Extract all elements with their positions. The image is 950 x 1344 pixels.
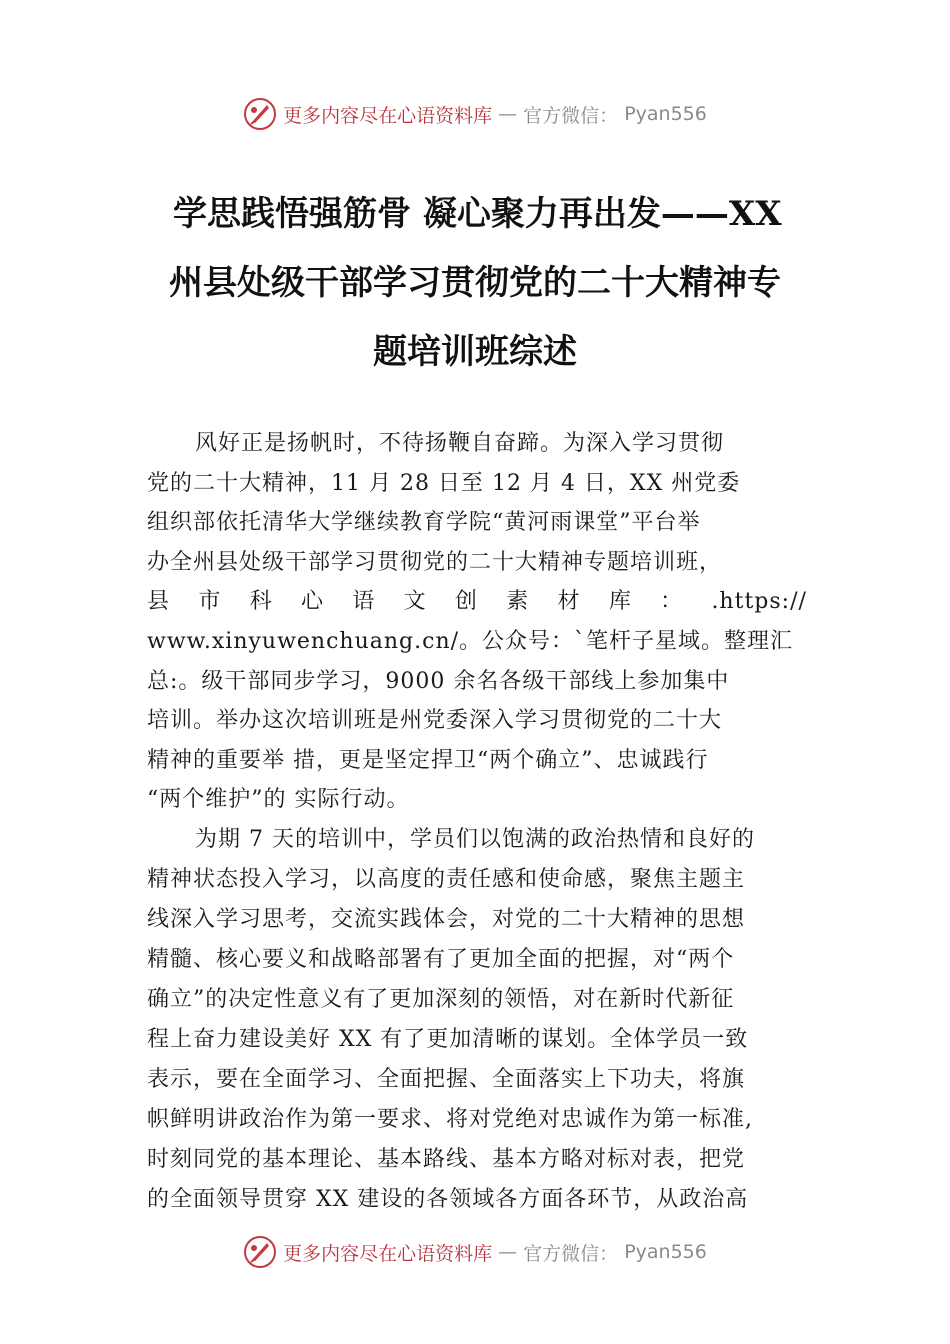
- spread-char: 素: [506, 589, 530, 615]
- watermark-main-text: 更多内容尽在心语资料库: [283, 104, 493, 127]
- watermark-wechat-label: 官方微信：: [523, 104, 619, 127]
- title-line-1: 学思践悟强筋骨 凝心聚力再出发——XX: [173, 194, 782, 234]
- paragraph-line: www.xinyuwenchuang.cn/。公众号：`笔杆子星域。整理汇: [147, 628, 794, 654]
- paragraph-2: [147, 820, 807, 1220]
- spread-char: 创: [454, 589, 478, 615]
- header-watermark: [0, 94, 950, 134]
- paragraph-line: 总:。级干部同步学习，9000 余名各级干部线上参加集中: [147, 668, 730, 694]
- spread-char: 材: [557, 589, 581, 615]
- paragraph-line: 表示，要在全面学习、全面把握、全面落实上下功夫，将旗: [147, 1066, 746, 1092]
- paragraph-line: 党的二十大精神，11 月 28 日至 12 月 4 日，XX 州党委: [147, 470, 741, 496]
- quill-pen-logo-icon: [243, 1235, 277, 1269]
- spread-char: 市: [198, 589, 222, 615]
- watermark-main-text: 更多内容尽在心语资料库: [283, 1242, 493, 1265]
- watermark-wechat-label: 官方微信：: [523, 1242, 619, 1265]
- paragraph-1: [147, 424, 807, 820]
- paragraph-line: 组织部依托清华大学继续教育学院“黄河雨课堂”平台举: [147, 510, 701, 536]
- paragraph-line: 精神的重要举 措，更是坚定捍卫“两个确立”、忠诚践行: [147, 747, 709, 773]
- spread-char: 科: [249, 589, 273, 615]
- spread-url: .https://: [711, 589, 807, 615]
- document-title: [140, 180, 810, 387]
- paragraph-line: 风好正是扬帆时，不待扬鞭自奋蹄。为深入学习贯彻: [195, 431, 725, 456]
- spread-char: 心: [300, 589, 324, 615]
- document-body: [147, 424, 807, 1220]
- paragraph-line-spread: [147, 582, 807, 622]
- paragraph-line: 程上奋力建设美好 XX 有了更加清晰的谋划。全体学员一致: [147, 1026, 749, 1052]
- spread-char: 县: [147, 589, 171, 615]
- watermark-wechat-id: Pyan556: [624, 103, 707, 125]
- paragraph-line: 为期 7 天的培训中，学员们以饱满的政治热情和良好的: [195, 826, 755, 852]
- watermark-separator: —: [498, 1241, 518, 1263]
- paragraph-line: 的全面领导贯穿 XX 建设的各领域各方面各环节，从政治高: [147, 1186, 749, 1212]
- paragraph-line: “两个维护”的 实际行动。: [147, 787, 410, 813]
- title-line-2: 州县处级干部学习贯彻党的二十大精神专: [169, 263, 781, 303]
- paragraph-line: 精神状态投入学习，以高度的责任感和使命感，聚焦主题主: [147, 866, 746, 892]
- paragraph-line: 精髓、核心要义和战略部署有了更加全面的把握，对“两个: [147, 946, 735, 972]
- spread-char: 语: [352, 589, 376, 615]
- spread-char: 文: [403, 589, 427, 615]
- paragraph-line: 培训。举办这次培训班是州党委深入学习贯彻党的二十大: [147, 708, 723, 734]
- paragraph-line: 时刻同党的基本理论、基本路线、基本方略对标对表，把党: [147, 1146, 746, 1172]
- spread-char: 库: [608, 589, 632, 615]
- footer-watermark: [0, 1232, 950, 1272]
- watermark-separator: —: [498, 103, 518, 125]
- paragraph-line: 帜鲜明讲政治作为第一要求、将对党绝对忠诚作为第一标准,: [147, 1106, 753, 1132]
- watermark-wechat-id: Pyan556: [624, 1241, 707, 1263]
- paragraph-line: 办全州县处级干部学习贯彻党的二十大精神专题培训班，: [147, 549, 723, 575]
- spread-char: ：: [660, 589, 684, 615]
- title-line-3: 题培训班综述: [373, 332, 577, 372]
- paragraph-line: 线深入学习思考，交流实践体会，对党的二十大精神的思想: [147, 906, 746, 932]
- paragraph-line: 确立”的决定性意义有了更加深刻的领悟，对在新时代新征: [147, 986, 735, 1012]
- quill-pen-logo-icon: [243, 97, 277, 131]
